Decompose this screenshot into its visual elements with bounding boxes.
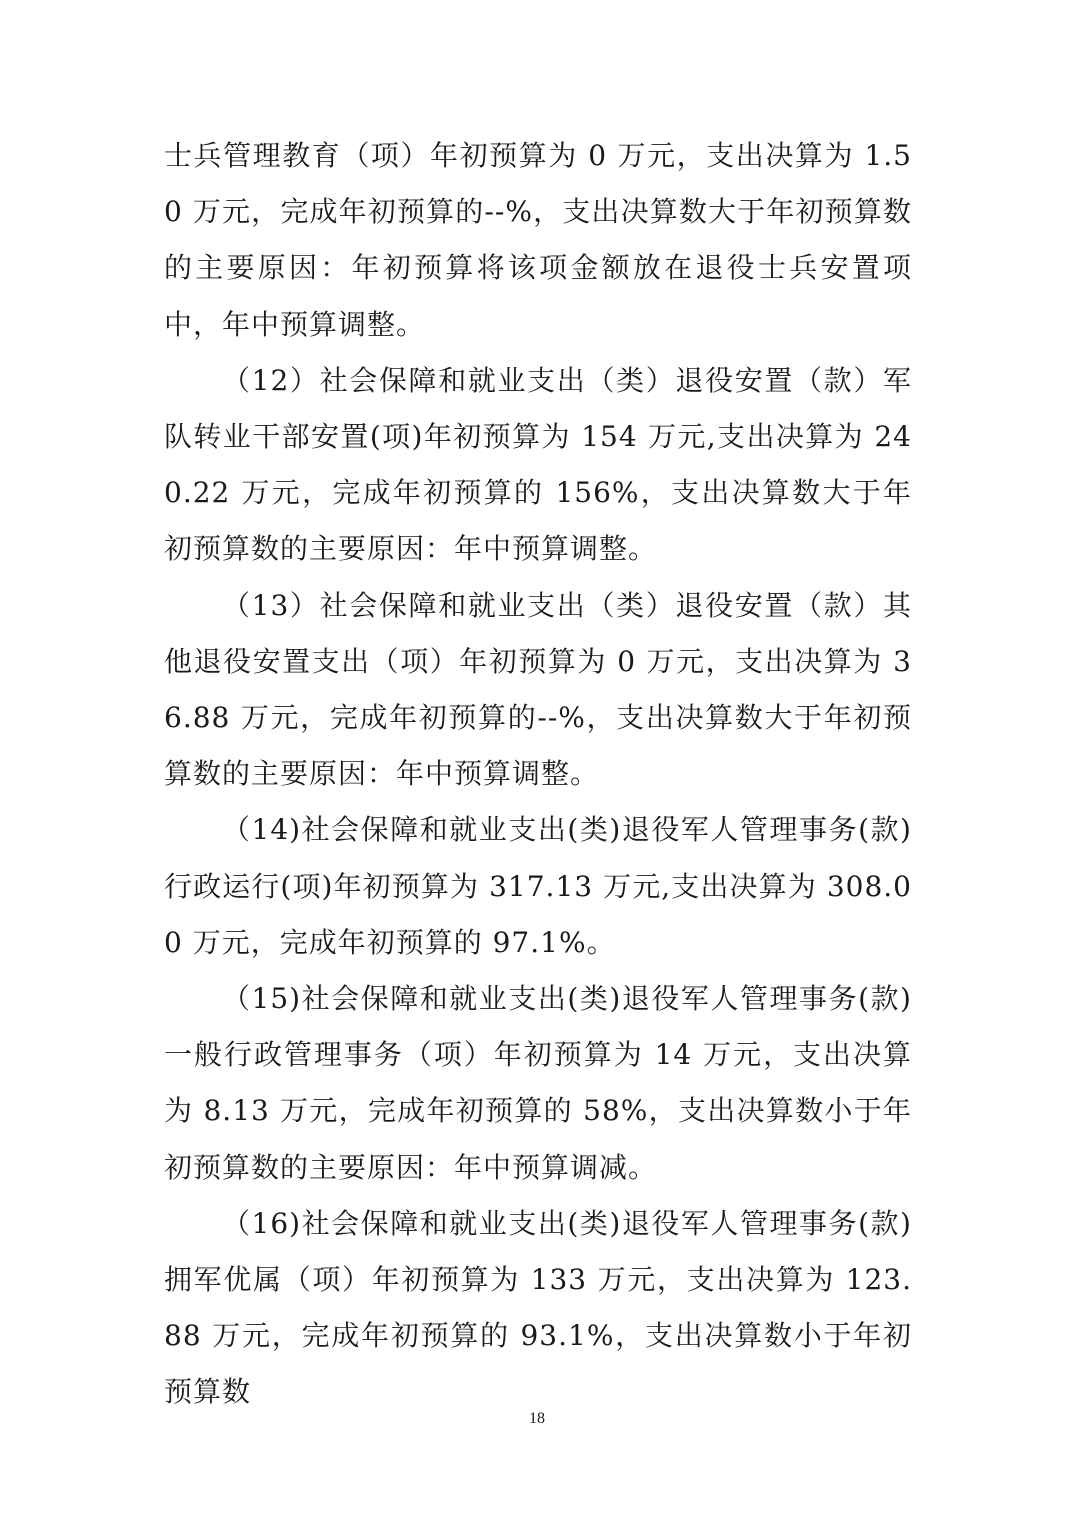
paragraph-item-12: （12）社会保障和就业支出（类）退役安置（款）军队转业干部安置(项)年初预算为 154 万元,支出决算为 240.22 万元，完成年初预算的 156%，支出决算数大于年初预算数的主要原因：年中预算调整。: [164, 363, 912, 566]
paragraph-item-14: （14)社会保障和就业支出(类)退役军人管理事务(款)行政运行(项)年初预算为 317.13 万元,支出决算为 308.00 万元，完成年初预算的 97.1%。: [164, 813, 912, 959]
page-number: 18: [529, 1410, 545, 1427]
paragraph-item-13: （13）社会保障和就业支出（类）退役安置（款）其他退役安置支出（项）年初预算为 0 万元，支出决算为 36.88 万元，完成年初预算的--%，支出决算数大于年初预算数的主要原因：年中预算调整。: [164, 588, 912, 791]
paragraph-item-16: （16)社会保障和就业支出(类)退役军人管理事务(款)拥军优属（项）年初预算为 133 万元，支出决算为 123.88 万元，完成年初预算的 93.1%，支出决算数小于年初预算数: [164, 1206, 912, 1409]
paragraph-continuation: 士兵管理教育（项）年初预算为 0 万元，支出决算为 1.50 万元，完成年初预算的--%，支出决算数大于年初预算数的主要原因：年初预算将该项金额放在退役士兵安置项中，年中预算调整。: [164, 139, 912, 341]
paragraph-item-15: （15)社会保障和就业支出(类)退役军人管理事务(款)一般行政管理事务（项）年初预算为 14 万元，支出决算为 8.13 万元，完成年初预算的 58%，支出决算数小于年初预算数的主要原因：年中预算调减。: [164, 982, 912, 1184]
body-text: [164, 128, 912, 1421]
